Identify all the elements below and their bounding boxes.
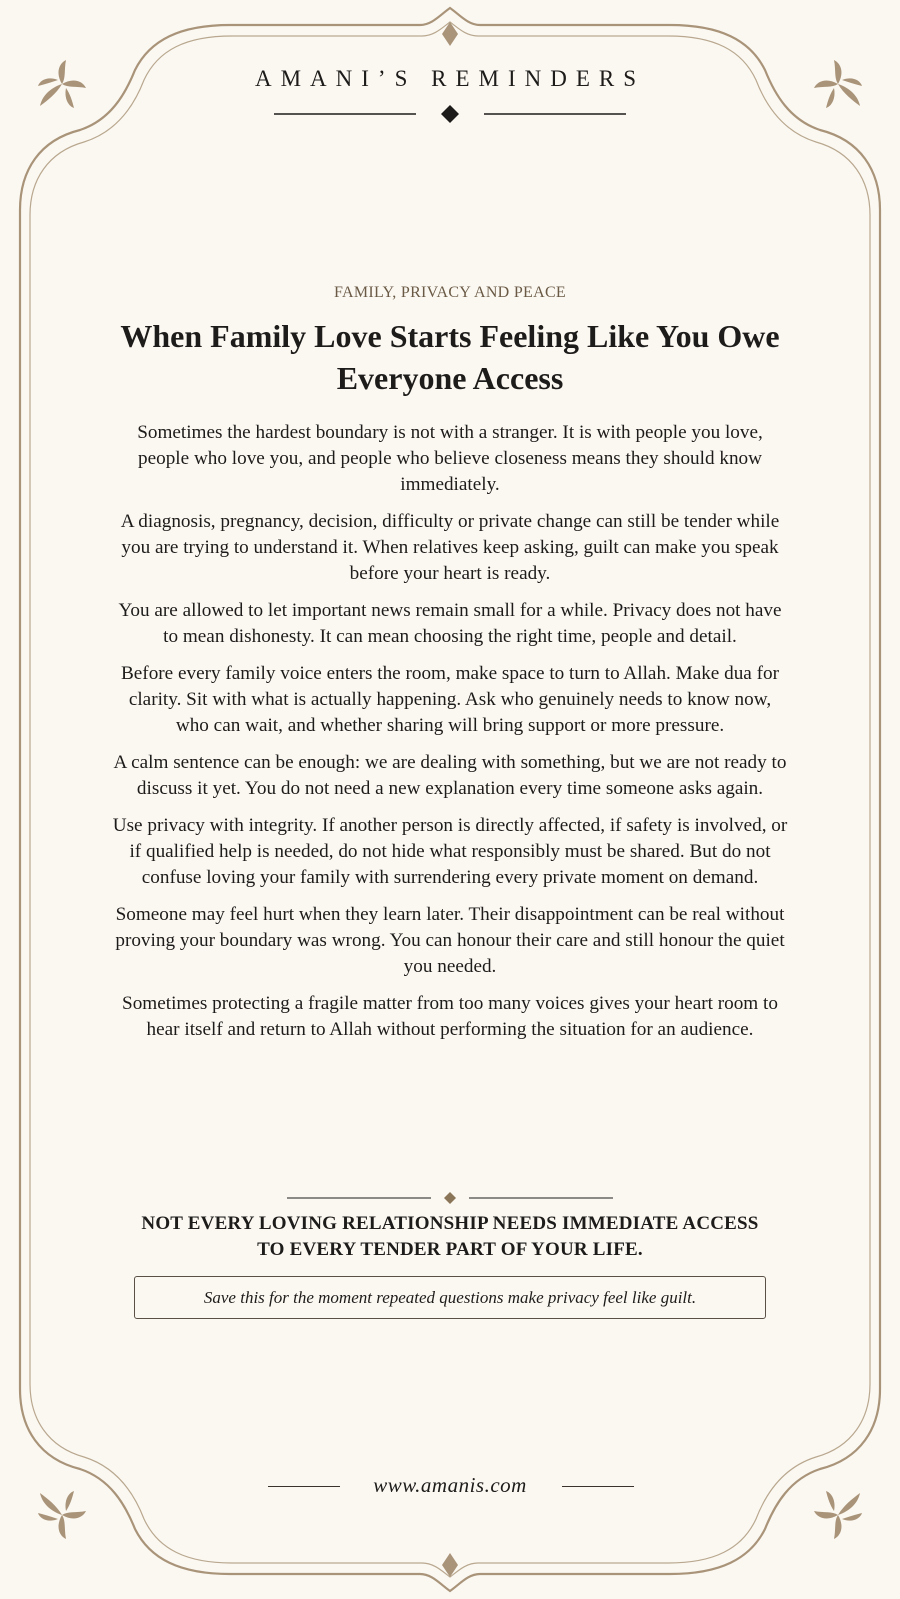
diamond-icon — [441, 105, 459, 123]
body-paragraph: Sometimes protecting a fragile matter from too many voices gives your heart room to hear itself and return to Allah without performing the situation for an audience. — [122, 993, 778, 1040]
flourish-bottom-right-icon — [814, 1491, 862, 1539]
callout-statement: NOT EVERY LOVING RELATIONSHIP NEEDS IMMEDIATE ACCESS TO EVERY TENDER PART OF YOUR LIFE. — [141, 1213, 759, 1260]
save-note-box — [134, 1276, 766, 1319]
body-paragraph: A diagnosis, pregnancy, decision, difficulty or private change can still be tender while you are trying to understand it. When relatives keep asking, guilt can make you speak before your heart is ready. — [120, 511, 780, 584]
article-title: When Family Love Starts Feeling Like You Owe Everyone Access — [120, 318, 780, 396]
body-paragraph: You are allowed to let important news remain small for a while. Privacy does not have to mean dishonesty. It can mean choosing the right time, people and detail. — [118, 600, 782, 647]
small-diamond-icon — [444, 1192, 456, 1204]
body-paragraph: Use privacy with integrity. If another person is directly affected, if safety is involved, or if qualified help is needed, do not hide what responsibly must be shared. But do not confuse loving your family with surrendering every private moment on demand. — [112, 815, 788, 888]
brand-divider — [270, 104, 630, 124]
article-body — [110, 420, 790, 1054]
footer-website: www.amanis.com — [373, 1473, 527, 1497]
footer-rule-right — [562, 1486, 634, 1487]
body-paragraph: Before every family voice enters the room, make space to turn to Allah. Make dua for clarity. Sit with what is actually happening. Ask who genuinely needs to know now, who can wait, and whether sharing will bring support or more pressure. — [120, 663, 779, 736]
callout-divider — [285, 1190, 615, 1206]
body-paragraph: A calm sentence can be enough: we are dealing with something, but we are not ready to discuss it yet. You do not need a new explanation every time someone asks again. — [113, 752, 787, 799]
article-kicker: FAMILY, PRIVACY AND PEACE — [333, 284, 566, 301]
footer-rule-left — [268, 1486, 340, 1487]
body-paragraph: Someone may feel hurt when they learn later. Their disappointment can be real without proving your boundary was wrong. You can honour their care and still honour the quiet you needed. — [115, 904, 785, 977]
flourish-bottom-left-icon — [38, 1491, 86, 1539]
body-paragraph: Sometimes the hardest boundary is not with a stranger. It is with people you love, people who love you, and people who believe closeness means they should know immediately. — [137, 422, 763, 495]
brand-title: AMANI’S REMINDERS — [254, 66, 646, 91]
save-note-text: Save this for the moment repeated questions make privacy feel like guilt. — [203, 1287, 697, 1307]
